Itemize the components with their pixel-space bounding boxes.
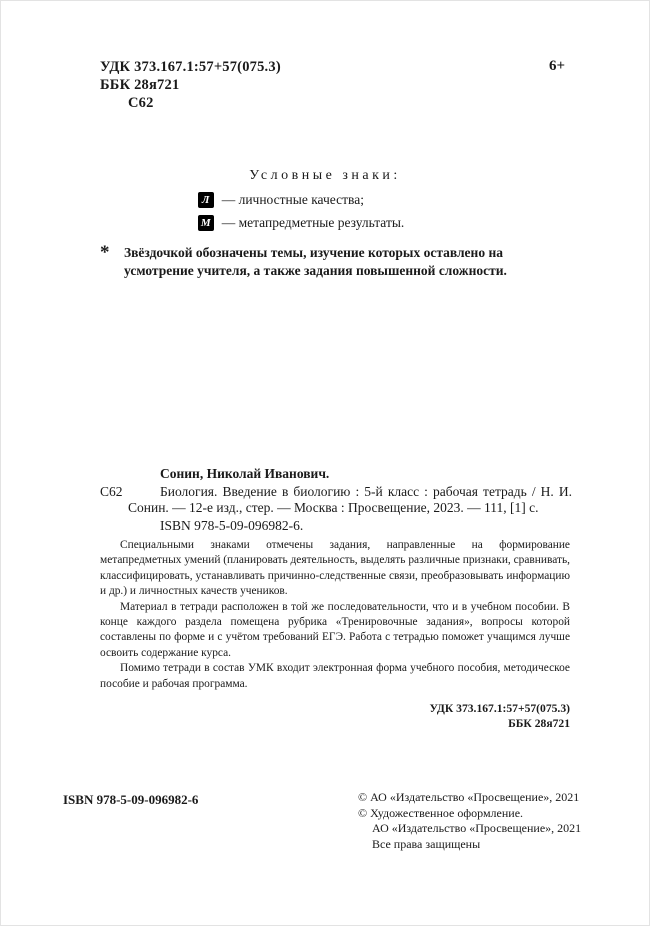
- catalog-author-sign: С62: [100, 483, 123, 499]
- author-sign-code: С62: [128, 95, 154, 111]
- copyright-line: © АО «Издательство «Просвещение», 2021: [358, 790, 580, 804]
- bbk-number: ББК 28я721: [100, 77, 180, 93]
- legend-item-metasubject: [198, 215, 405, 231]
- top-classification-block: [100, 58, 281, 112]
- annotation-paragraph: Материал в тетради расположен в той же последовательности, что и в учебном пособии. В конце каждого раздела помещена рубрика «Тренировочные задания», вопросы которой составлены по форме и с учётом требований ЕГЭ. Работа с тетрадью поможет учащимся лучше освоить содержание курса.: [100, 600, 570, 659]
- legend-title: Условные знаки:: [249, 168, 401, 183]
- catalog-description-row: [100, 484, 570, 517]
- legend-section: [0, 168, 650, 238]
- copyright-block: [358, 790, 581, 852]
- age-rating-badge: 6+: [548, 58, 565, 74]
- bbk-number-right: ББК 28я721: [508, 717, 570, 731]
- legend-item-label: — метапредметные результаты.: [221, 215, 405, 230]
- udk-number: УДК 373.167.1:57+57(075.3): [100, 59, 281, 75]
- copyright-line: © Художественное оформление.: [358, 805, 524, 820]
- footer-isbn: ISBN 978-5-09-096982-6: [63, 792, 199, 807]
- personal-qualities-icon: Л: [198, 192, 214, 208]
- asterisk-note: [100, 244, 562, 280]
- annotation-paragraph: Помимо тетради в состав УМК входит электронная форма учебного пособия, методическое пособие и рабочая программа.: [100, 662, 570, 690]
- asterisk-note-text: Звёздочкой обозначены темы, изучение которых оставлено на усмотрение учителя, а также задания повышенной сложности.: [124, 245, 507, 278]
- annotation-paragraph: Специальными знаками отмечены задания, направленные на формирование метапредметных умений (планировать деятельность, выделять различные признаки, сравнивать, классифицировать, устанавливать причинно-следственные связи, преобразовывать информацию и др.) и личностных качеств учеников.: [100, 539, 570, 598]
- catalog-card: [100, 466, 570, 731]
- catalog-author: Сонин, Николай Иванович.: [160, 466, 330, 481]
- udk-number-right: УДК 373.167.1:57+57(075.3): [429, 702, 570, 716]
- catalog-isbn: ISBN 978-5-09-096982-6.: [160, 517, 304, 533]
- metasubject-results-icon: М: [198, 215, 214, 231]
- legend-item-personal: [198, 192, 405, 208]
- asterisk-icon: *: [100, 242, 110, 263]
- legend-item-label: — личностные качества;: [221, 192, 364, 207]
- legend-items: [198, 192, 405, 231]
- classification-right-block: [100, 701, 570, 731]
- copyright-line: Все права защищены: [372, 836, 481, 851]
- catalog-description: Биология. Введение в биологию : 5-й класс : рабочая тетрадь / Н. И. Сонин. — 12-е изд., стер. — Москва : Просвещение, 2023. — 111, [1] с.: [128, 483, 572, 515]
- copyright-line: АО «Издательство «Просвещение», 2021: [372, 821, 582, 835]
